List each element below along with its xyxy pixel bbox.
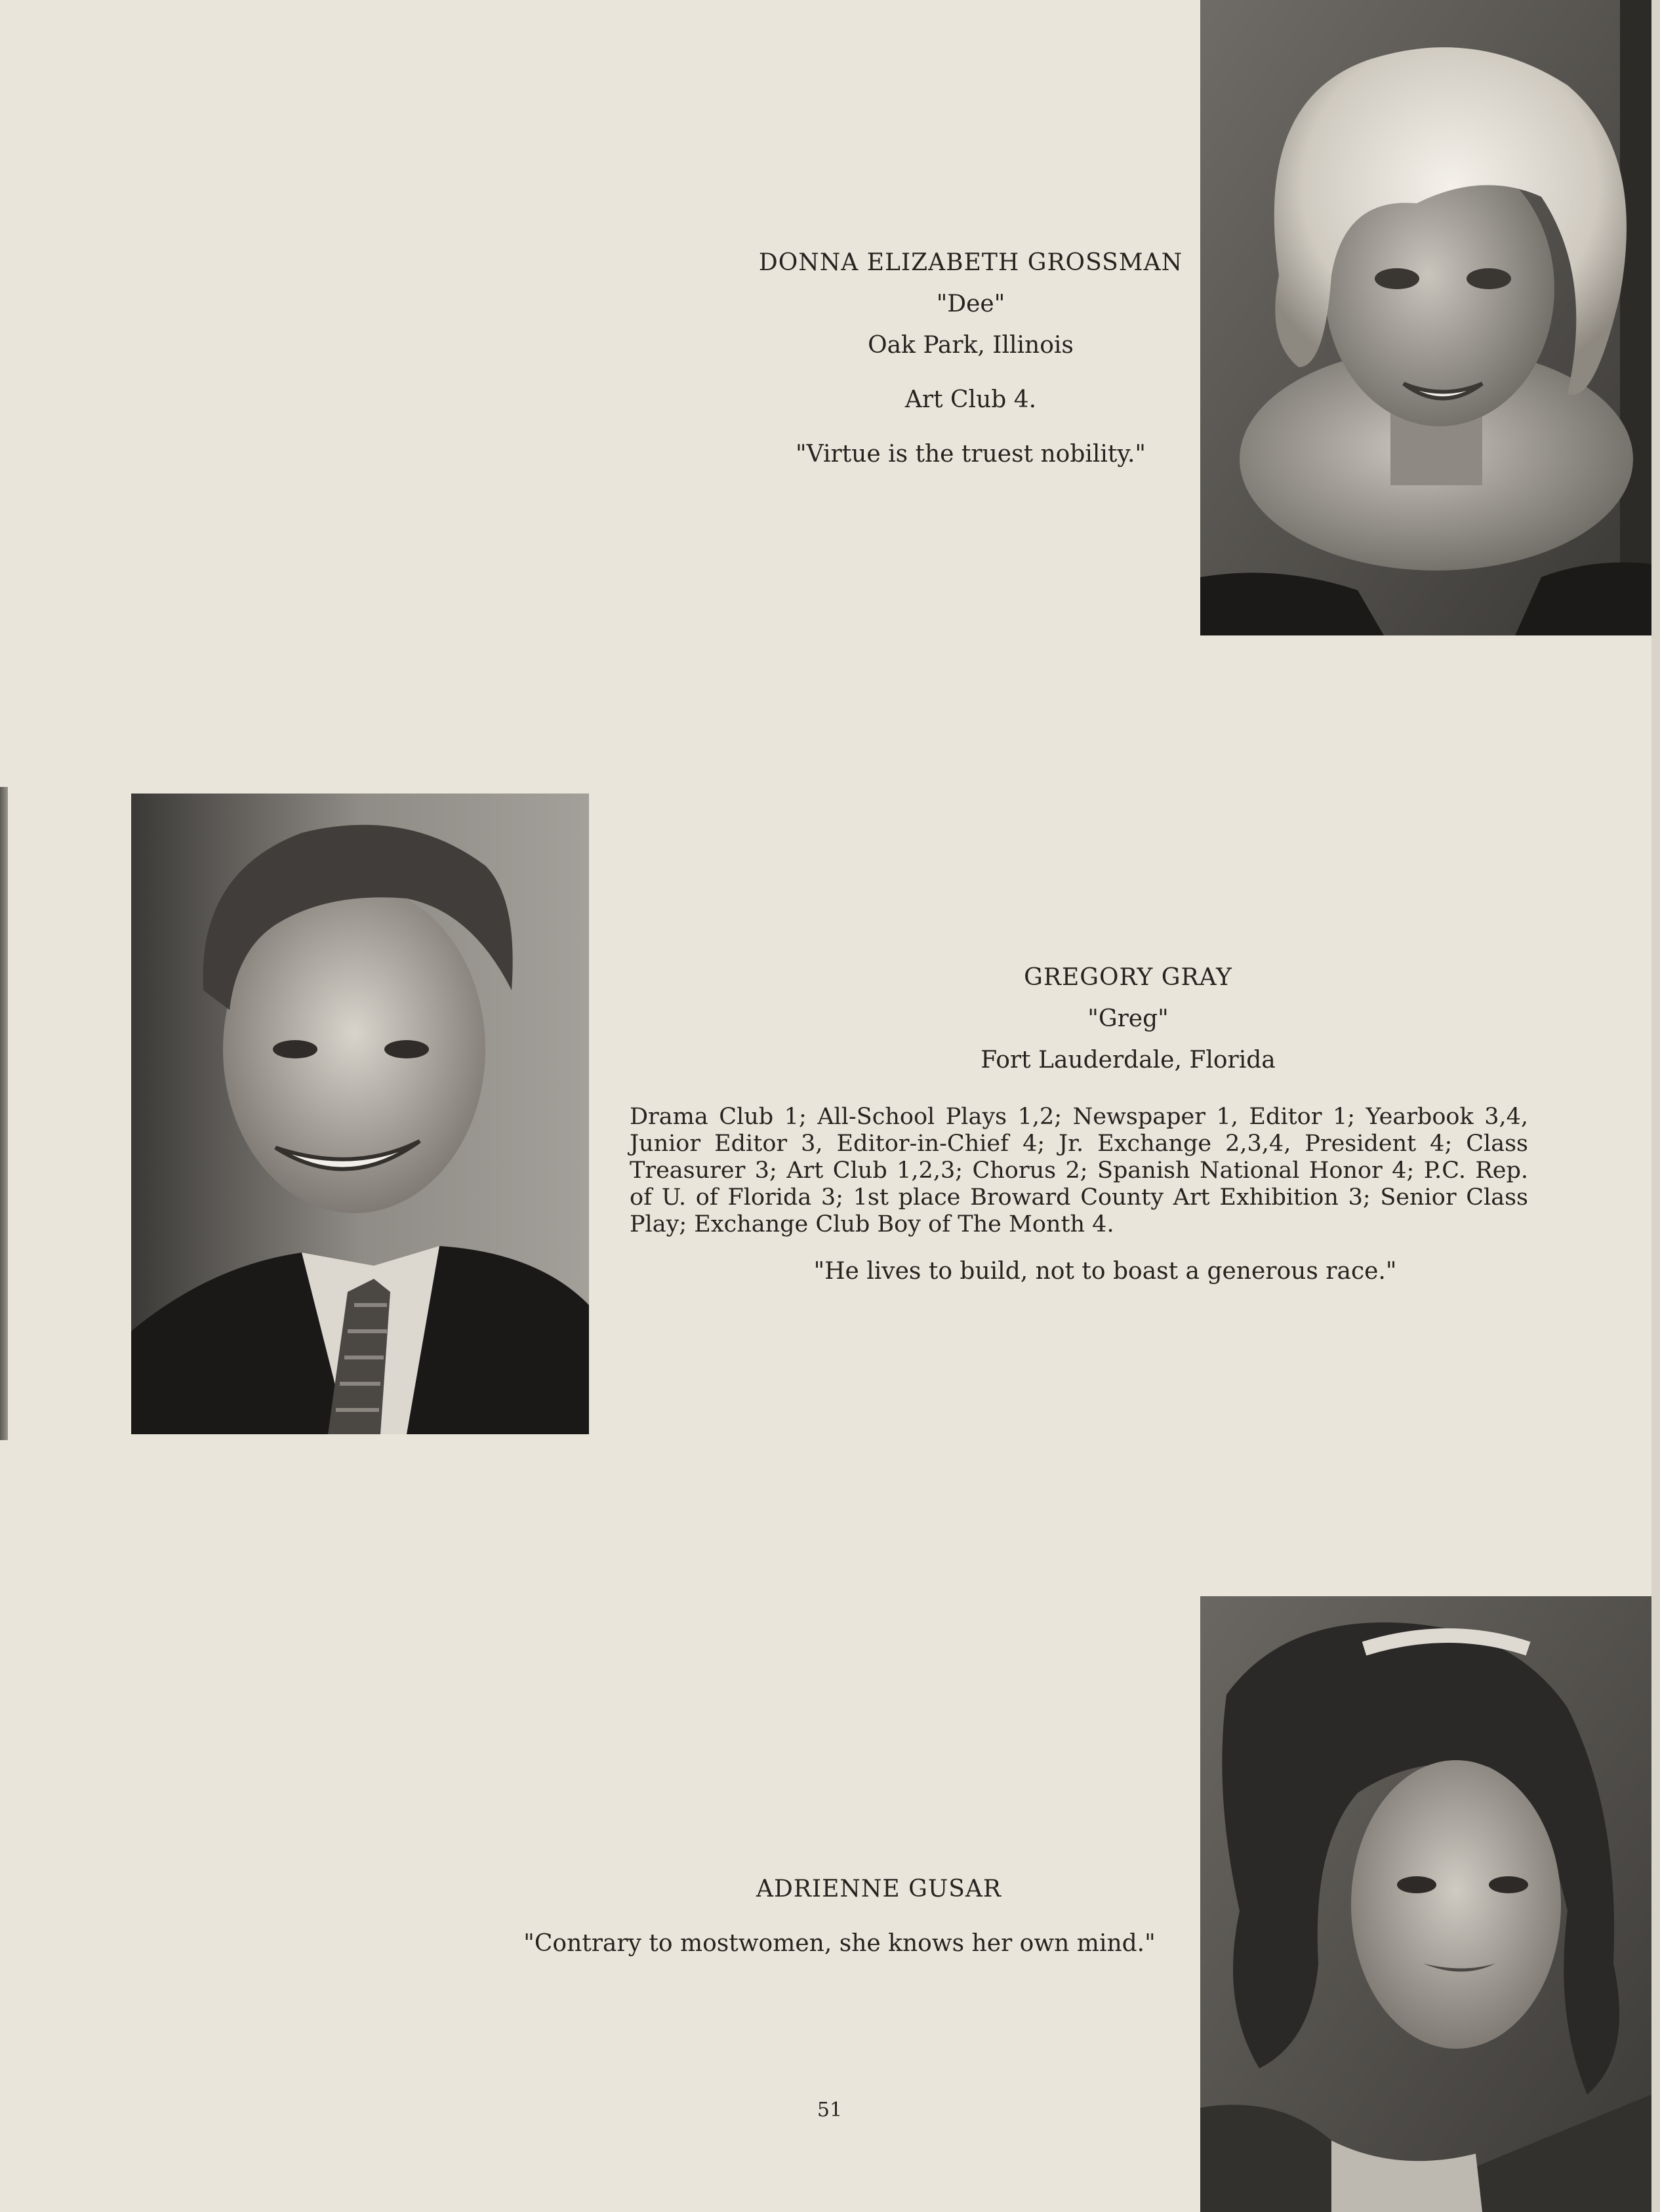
right-page-edge [1651, 0, 1660, 2212]
entry-adrienne [512, 1876, 1167, 1957]
activities-line: Drama Club 1; All-School Plays 1,2; Newspaper 1, Editor 1; Yearbook 3,4, [630, 1104, 1528, 1130]
student-hometown: Fort Lauderdale, Florida [981, 1047, 1276, 1074]
activities-line: Junior Editor 3, Editor-in-Chief 4; Jr. Exchange 2,3,4, President 4; Class [630, 1131, 1528, 1157]
entry-donna [728, 249, 1213, 468]
entry-gregory [630, 964, 1528, 1285]
student-hometown: Oak Park, Illinois [868, 332, 1074, 359]
student-activities [630, 1104, 1528, 1238]
student-nickname: "Dee" [936, 291, 1005, 317]
student-nickname: "Greg" [1087, 1005, 1169, 1032]
student-quote: "Virtue is the truest nobility." [796, 441, 1146, 468]
portrait-photo-donna [1200, 0, 1651, 635]
activities-line: Play; Exchange Club Boy of The Month 4. [630, 1211, 1114, 1237]
student-name: DONNA ELIZABETH GROSSMAN [758, 249, 1183, 276]
student-quote: "He lives to build, not to boast a generous race." [813, 1258, 1397, 1285]
activities-line: Treasurer 3; Art Club 1,2,3; Chorus 2; Spanish National Honor 4; P.C. Rep. [630, 1157, 1528, 1184]
student-name: ADRIENNE GUSAR [756, 1876, 1002, 1902]
student-quote: "Contrary to mostwomen, she knows her own mind." [523, 1930, 1156, 1957]
activities-line: of U. of Florida 3; 1st place Broward County Art Exhibition 3; Senior Class [630, 1184, 1528, 1211]
student-name: GREGORY GRAY [1024, 964, 1232, 991]
page-number: 51 [817, 2099, 843, 2122]
left-page-edge [0, 787, 8, 1440]
portrait-photo-adrienne [1200, 1596, 1651, 2212]
portrait-photo-gregory [131, 794, 589, 1434]
student-activities: Art Club 4. [904, 386, 1037, 413]
